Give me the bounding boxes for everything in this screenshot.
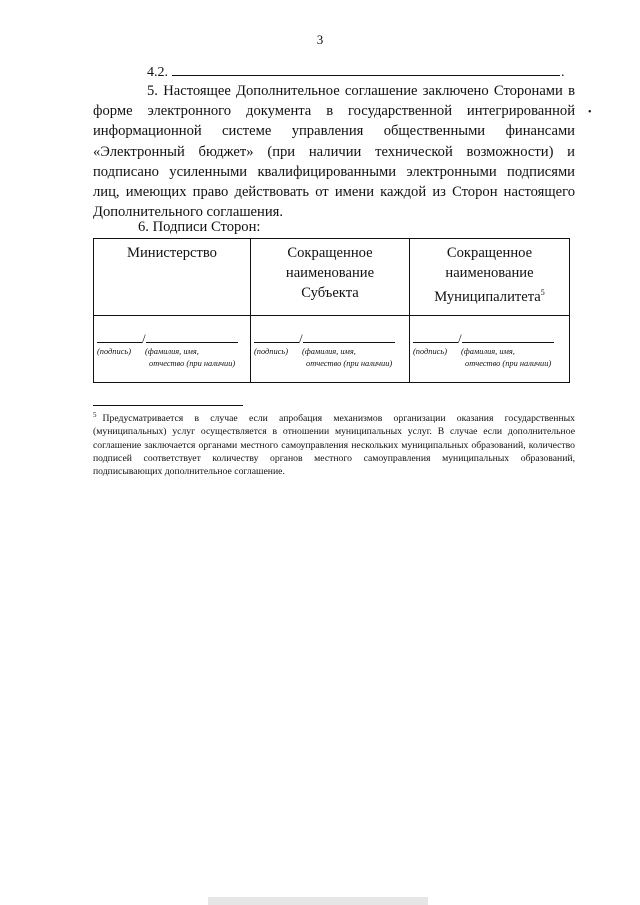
footnote: [93, 409, 575, 478]
margin-mark: •: [588, 107, 592, 118]
caption-patronymic: отчество (при наличии): [465, 359, 552, 368]
name-line: [303, 330, 395, 343]
header-line: наименование: [285, 265, 375, 281]
header-line: Сокращенное: [287, 245, 373, 261]
clause-5-line: 5. Настоящее Дополнительное соглашение заключено Сторонами в: [147, 83, 575, 99]
footnote-separator: [93, 405, 243, 406]
header-line: Сокращенное: [446, 245, 533, 261]
header-line: Субъекта: [301, 285, 359, 301]
header-line: Министерство: [127, 245, 217, 261]
signature-line: [97, 330, 142, 343]
signature-lines: [413, 330, 554, 347]
signatures-row: [94, 316, 570, 383]
header-text: Муниципалитета: [434, 288, 541, 305]
caption-name: (фамилия, имя,: [145, 347, 199, 356]
signature-caption: [254, 346, 393, 368]
signature-cell-municipality: [410, 316, 570, 383]
signature-line: [413, 330, 458, 343]
caption-sign: (подпись): [97, 347, 131, 356]
signature-cell-subject: [251, 316, 410, 383]
caption-name: (фамилия, имя,: [302, 347, 356, 356]
signatures-header-row: [94, 239, 570, 316]
clause-5-line: подписано усиленными квалифицированными электронными подписями: [93, 163, 575, 180]
clause-5-line: лиц, имеющих право действовать от имени каждой из Сторон настоящего: [93, 184, 575, 201]
signatures-table: [93, 238, 570, 383]
footnote-number: 5: [93, 411, 97, 419]
blank-line: [172, 63, 560, 76]
signature-line: [254, 330, 299, 343]
header-subject: [251, 239, 410, 316]
signature-caption: [413, 346, 552, 368]
clause-5-line: Дополнительного соглашения.: [93, 204, 284, 221]
signature-slash: /: [299, 331, 303, 346]
signature-cell-ministry: [94, 316, 251, 383]
header-line: наименование: [445, 265, 534, 281]
signature-lines: [97, 330, 238, 347]
signature-lines: [254, 330, 395, 347]
signature-slash: /: [142, 331, 146, 346]
clause-4-2-number: 4.2.: [147, 65, 168, 80]
clause-6-heading: 6. Подписи Сторон:: [138, 219, 261, 235]
signature-caption: [97, 346, 236, 368]
caption-patronymic: отчество (при наличии): [149, 359, 236, 368]
clause-5-line: «Электронный бюджет» (при наличии технической возможности) и: [93, 143, 575, 160]
header-ministry: [94, 239, 251, 316]
clause-4-2: [147, 63, 565, 81]
caption-sign: (подпись): [413, 347, 447, 356]
caption-name: (фамилия, имя,: [461, 347, 515, 356]
header-municipality: [410, 239, 570, 316]
name-line: [462, 330, 554, 343]
page-number: 3: [316, 32, 324, 47]
footnote-text: Предусматривается в случае если апробация механизмов организации оказания государственных (муниципальных) услуг осуществляется в отношении муниципальных услуг. В случае если дополнительное соглашение заключается органами местного самоуправления нескольких муниципальных образований, количество подписей соответствует количеству органов местного самоуправления муниципальных образований, подписывающих дополнительное соглашение.: [93, 413, 575, 478]
clause-5-line: форме электронного документа в государственной интегрированной: [93, 103, 575, 120]
scan-edge: [208, 897, 428, 905]
clause-4-2-end: .: [561, 65, 565, 80]
clause-5-paragraph: [93, 81, 575, 222]
clause-5-line: информационной системе управления общественными финансами: [93, 123, 575, 140]
name-line: [146, 330, 238, 343]
caption-sign: (подпись): [254, 347, 288, 356]
header-line: [410, 283, 569, 307]
signature-slash: /: [458, 331, 462, 346]
footnote-ref: 5: [540, 288, 545, 297]
caption-patronymic: отчество (при наличии): [306, 359, 393, 368]
